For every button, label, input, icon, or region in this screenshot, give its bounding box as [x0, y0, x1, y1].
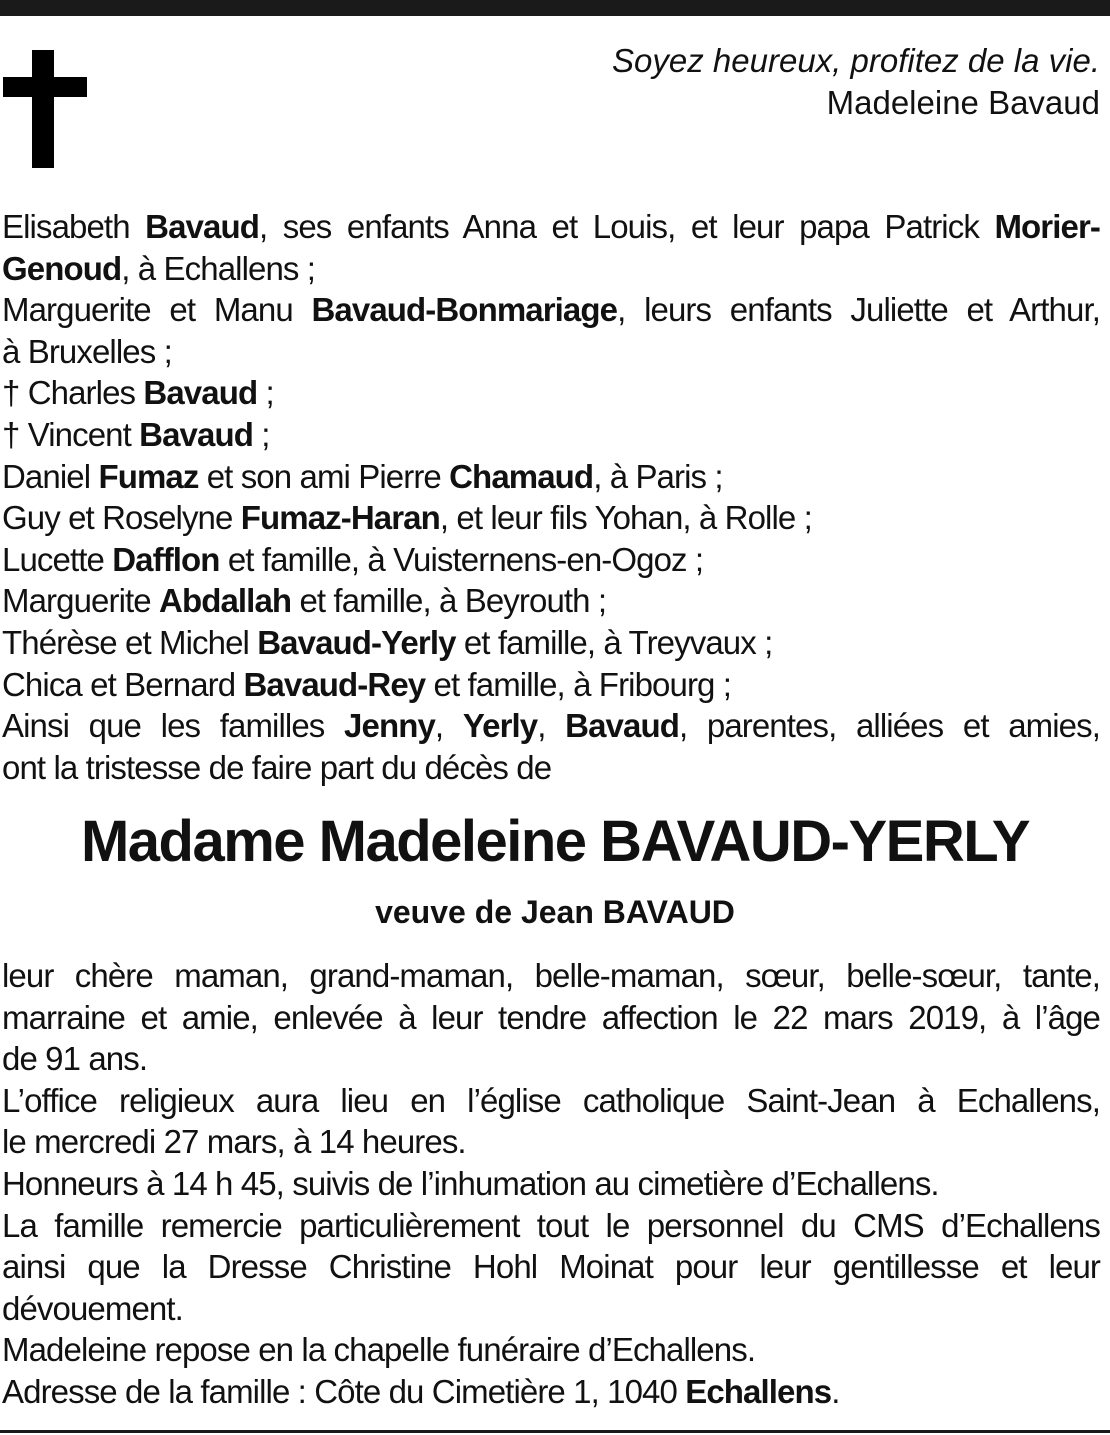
body-line: dévouement.: [2, 1289, 183, 1327]
motto-author: Madeleine Bavaud: [826, 84, 1100, 121]
family-line: Chica et Bernard Bavaud-Rey et famille, à Fribourg ;: [2, 665, 732, 703]
family-list: [2, 206, 1100, 788]
family-line: Genoud, à Echallens ;: [2, 249, 316, 287]
family-line: ont la tristesse de faire part du décès de: [2, 748, 552, 786]
deceased-name: Madame Madeleine BAVAUD-YERLY: [80, 809, 1030, 874]
body-line: Honneurs à 14 h 45, suivis de l’inhumation au cimetière d’Echallens.: [2, 1164, 939, 1202]
family-line: Daniel Fumaz et son ami Pierre Chamaud, à Paris ;: [2, 457, 723, 495]
body-line: La famille remercie particulièrement tout le personnel du CMS d’Echallens: [2, 1206, 1100, 1244]
body-line: Adresse de la famille : Côte du Cimetière 1, 1040 Echallens.: [2, 1372, 840, 1410]
family-line: † Charles Bavaud ;: [2, 374, 274, 412]
body-line: le mercredi 27 mars, à 14 heures.: [2, 1123, 466, 1161]
motto-quote: Soyez heureux, profitez de la vie.: [612, 42, 1100, 79]
family-line: Marguerite Abdallah et famille, à Beyrouth ;: [2, 582, 607, 620]
body-line: de 91 ans.: [2, 1040, 148, 1078]
notice-body: [2, 955, 1100, 1413]
body-line: marraine et amie, enlevée à leur tendre affection le 22 mars 2019, à l’âge: [2, 998, 1100, 1036]
family-line: † Vincent Bavaud ;: [2, 415, 270, 453]
body-line: L’office religieux aura lieu en l’église catholique Saint-Jean à Echallens,: [2, 1081, 1100, 1119]
bottom-rule: [0, 1430, 1110, 1433]
body-line: ainsi que la Dresse Christine Hohl Moinat pour leur gentillesse et leur: [2, 1248, 1100, 1286]
body-line: leur chère maman, grand-maman, belle-maman, sœur, belle-sœur, tante,: [2, 957, 1100, 994]
family-line: Lucette Dafflon et famille, à Vuisternens-en-Ogoz ;: [2, 540, 704, 578]
family-line: Thérèse et Michel Bavaud-Yerly et famille, à Treyvaux ;: [2, 623, 773, 661]
top-rule: [0, 0, 1110, 16]
family-line: Ainsi que les familles Jenny, Yerly, Bavaud, parentes, alliées et amies,: [2, 707, 1101, 745]
family-line: Guy et Roselyne Fumaz-Haran, et leur fils Yohan, à Rolle ;: [2, 499, 812, 537]
family-line: Elisabeth Bavaud, ses enfants Anna et Louis, et leur papa Patrick Morier-: [2, 208, 1100, 245]
motto: [612, 40, 1100, 124]
family-line: Marguerite et Manu Bavaud-Bonmariage, leurs enfants Juliette et Arthur,: [2, 291, 1100, 329]
family-line: à Bruxelles ;: [2, 332, 172, 370]
deceased-subtitle: veuve de Jean BAVAUD: [375, 894, 735, 930]
body-line: Madeleine repose en la chapelle funéraire d’Echallens.: [2, 1331, 756, 1369]
cross-icon: [3, 50, 87, 168]
